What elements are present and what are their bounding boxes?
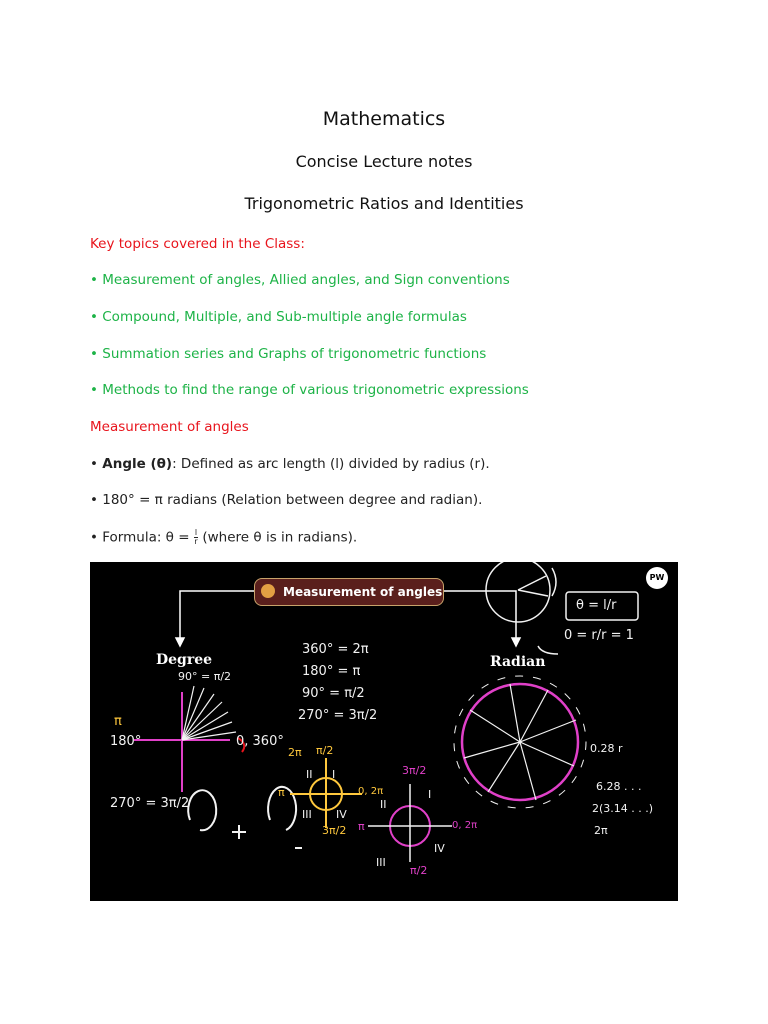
key-topic-item: • Methods to find the range of various trigonometric expressions [90,382,529,398]
note-relation: • 180° = π radians (Relation between degree and radian). [90,492,483,508]
quad-mid-i: I [332,768,336,781]
conversion-360: 360° = 2π [302,642,369,657]
degree-rays [182,686,236,740]
radian-note-628: 6.28 . . . [596,780,642,793]
quad-right-pi: π [358,820,365,833]
quad-right-iii: III [376,856,386,869]
radian-circle [454,676,586,808]
label-180-deg: 180° [110,734,142,749]
page-title: Mathematics [322,108,446,130]
lecture-board-image [90,562,678,901]
label-0-360: 0, 360° [236,734,284,749]
quad-mid-pi-2: π/2 [316,744,334,757]
section-heading: Measurement of angles [90,419,249,435]
quad-mid-pi: π [278,786,285,799]
page-subtitle: Concise Lecture notes [295,152,473,171]
bullet: • [90,456,98,472]
quad-mid-ii: II [306,768,313,781]
label-90-deg: 90° = π/2 [178,670,232,683]
board-banner-label: Measurement of angles [283,585,443,599]
quad-mid-2pi: 2π [288,746,302,759]
radian-note-2pi: 2π [594,824,608,837]
theta-formula: θ = l/r [576,598,617,613]
fraction-numerator: l [194,528,198,537]
radian-note-2x314: 2(3.14 . . .) [592,802,654,815]
quad-mid-3pi-2: 3π/2 [322,824,347,837]
arc-sketch [486,562,556,622]
quadrant-middle [290,758,362,828]
label-270-deg: 270° = 3π/2 [110,796,190,811]
quad-right-0-2pi: 0, 2π [452,820,478,831]
formula-prefix: • Formula: θ = [90,529,194,546]
note-angle [90,456,490,472]
quad-right-iv: IV [434,842,445,855]
topic-title: Trigonometric Ratios and Identities [244,194,524,213]
bulb-icon [261,584,275,598]
conversion-270: 270° = 3π/2 [298,708,378,723]
angle-definition: : Defined as arc length (l) divided by radius (r). [172,456,490,472]
quad-mid-0-2pi: 0, 2π [358,786,384,797]
key-topic-item: • Summation series and Graphs of trigonometric functions [90,346,487,362]
formula-suffix: (where θ is in radians). [198,529,358,546]
radian-label: Radian [490,654,546,670]
degree-label: Degree [156,652,213,668]
board-banner [254,578,444,606]
degree-axes [134,692,230,792]
label-pi: π [114,714,122,729]
pw-logo: PW [646,567,668,589]
key-topic-item: • Measurement of angles, Allied angles, and Sign conventions [90,272,510,288]
quad-right-ii: II [380,798,387,811]
key-topic-item: • Compound, Multiple, and Sub-multiple angle formulas [90,309,467,325]
term-angle: Angle (θ) [102,456,173,472]
quad-right-pi-2: π/2 [410,864,428,877]
radian-note-028: 0.28 r [590,742,623,755]
fraction-denominator: r [194,537,198,546]
quad-right-i: I [428,788,432,801]
key-topics-heading: Key topics covered in the Class: [90,236,305,252]
ratio-equation: 0 = r/r = 1 [564,628,634,643]
note-formula [90,529,357,546]
quad-right-3pi-2: 3π/2 [402,764,427,777]
conversion-180: 180° = π [302,664,361,679]
quad-mid-iv: IV [336,808,347,821]
quad-mid-iii: III [302,808,312,821]
conversion-90: 90° = π/2 [302,686,365,701]
